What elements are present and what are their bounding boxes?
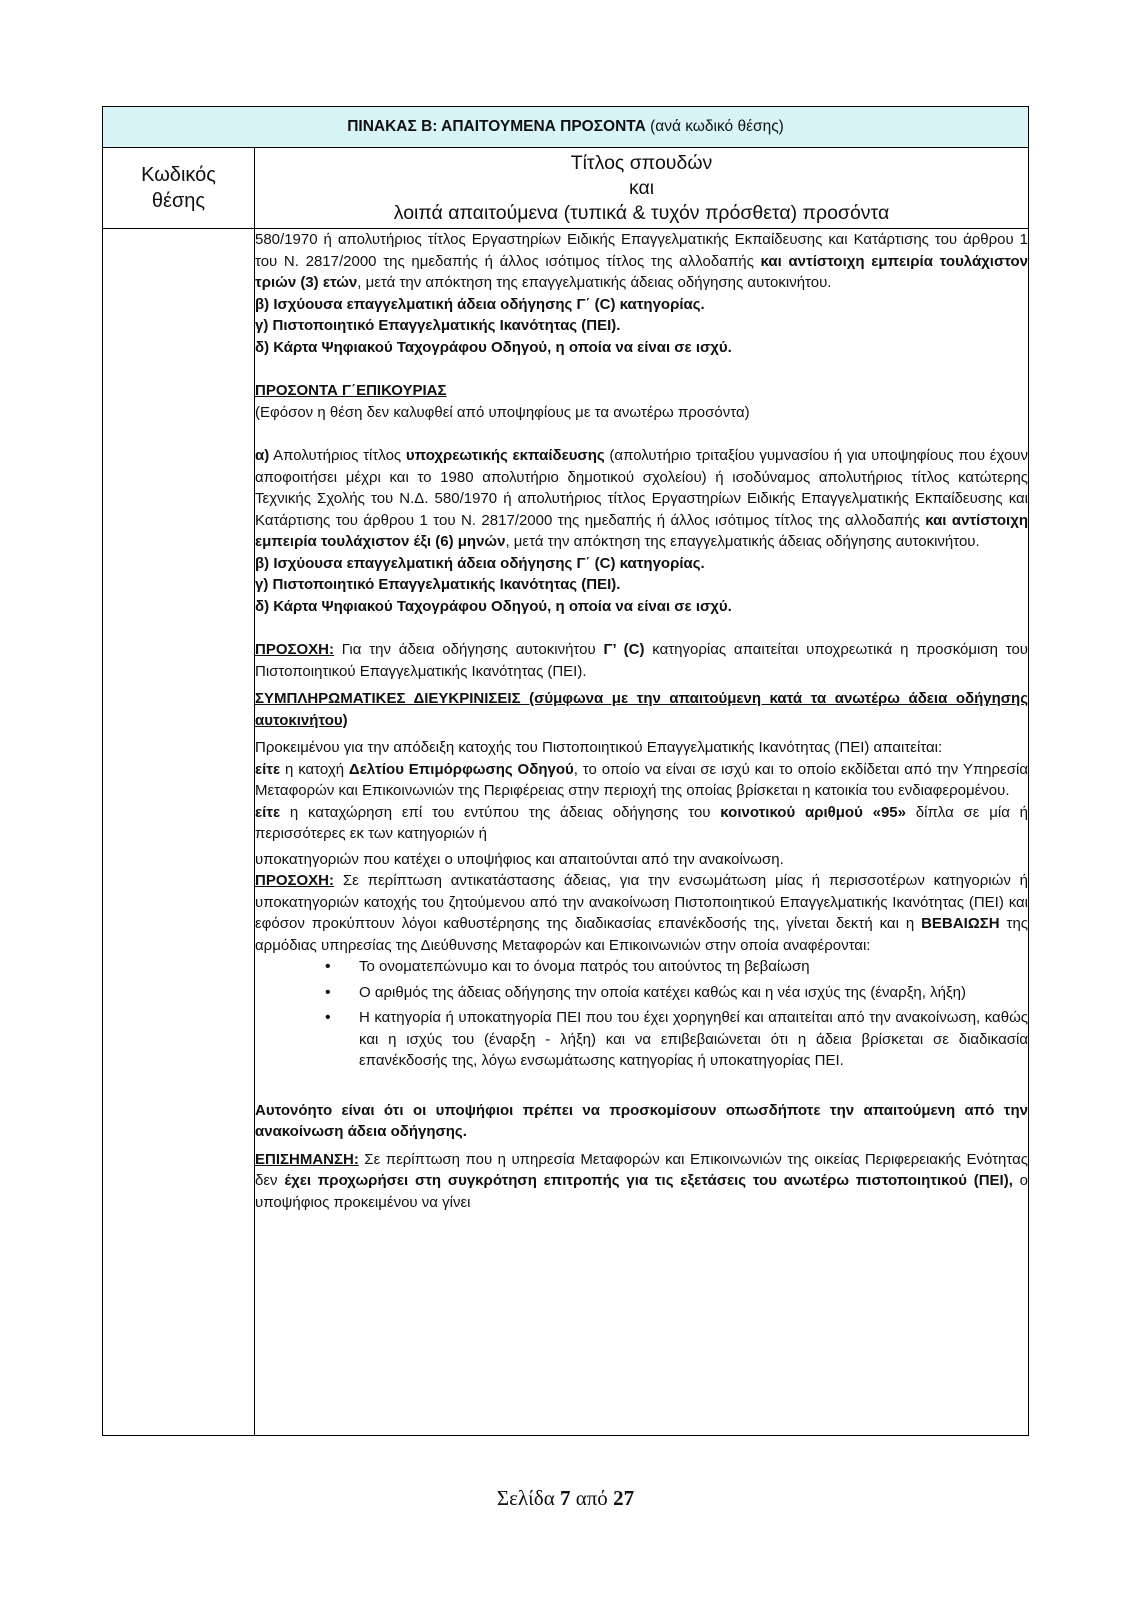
page-footer [0,1486,1131,1511]
item-g-1: γ) Πιστοποιητικό Επαγγελματικής Ικανότητας (ΠΕΙ). [255,317,621,334]
attention-paragraph-2: ΠΡΟΣΟΧΗ: Σε περίπτωση αντικατάστασης άδειας, για την ενσωμάτωση μίας ή περισσοτέρων κατηγοριών ή υποκατηγοριών κατοχής του ζητούμενου από την ανακοίνωση Πιστοποιητικού Επαγγελματικής Ικανότητας (ΠΕΙ) και εφόσον προκύπτουν λόγοι καθυστέρησης της διαδικασίας επανέκδοσής της, γίνεται δεκτή και η ΒΕΒΑΙΩΣΗ της αρμόδιας υπηρεσίας της Διεύθυνσης Μεταφορών και Επικοινωνιών στην οποία αναφέρονται: [255,872,1029,954]
certificate-details-list [255,956,1028,1072]
self-evident-note: Αυτονόητο είναι ότι οι υποψήφιοι πρέπει να προσκομίσουν οπωσδήποτε την απαιτούμενη από την ανακοίνωση άδεια οδήγησης. [255,1101,1029,1140]
pei-intro: Προκειμένου για την απόδειξη κατοχής του Πιστοποιητικού Επαγγελματικής Ικανότητας (ΠΕΙ) απαιτείται: [255,739,943,756]
auxiliary-item-a: α) Απολυτήριος τίτλος υποχρεωτικής εκπαίδευσης (απολυτήριο τριταξίου γυμνασίου ή για υποψηφίους που έχουν αποφοιτήσει μέχρι και το 1980 απολυτήριο δημοτικού σχολείου) ή ισοδύναμος απολυτήριος τίτλος κατώτερης Τεχνικής Σχολής του Ν.Δ. 580/1970 ή απολυτήριος τίτλος Εργαστηρίων Ειδικής Επαγγελματικής Εκπαίδευσης και Κατάρτισης του άρθρου 1 του Ν. 2817/2000 της ημεδαπής ή άλλος ισότιμος τίτλος της αλλοδαπής και αντίστοιχη εμπειρία τουλάχιστον έξι (6) μηνών, μετά την απόκτηση της επαγγελματικής άδειας οδήγησης αυτοκινήτου. [255,447,1029,550]
title-header-line-2: και [628,176,655,199]
table-body-row [103,229,1029,1436]
code-header-line-1: Κωδικός [141,164,216,186]
supplementary-heading: ΣΥΜΠΛΗΡΩΜΑΤΙΚΕΣ ΔΙΕΥΚΡΙΝΙΣΕΙΣ (σύμφωνα με την απαιτούμενη κατά τα ανωτέρω άδεια οδήγησης αυτοκινήτου) [255,690,1029,729]
title-header-line-1: Τίτλος σπουδών [570,151,713,174]
footer-page-number: 7 [559,1486,571,1510]
footer-total-pages: 27 [613,1486,635,1510]
table-title-row [103,107,1029,148]
table-header-row [103,148,1029,229]
remark-paragraph: ΕΠΙΣΗΜΑΝΣΗ: Σε περίπτωση που η υπηρεσία Μεταφορών και Επικοινωνιών της οικείας Περιφερειακής Ενότητας δεν έχει προχωρήσει στη συγκρότηση επιτροπής για τις εξετάσεις του ανωτέρω πιστοποιητικού (ΠΕΙ), ο υποψήφιος προκειμένου να γίνει [255,1150,1029,1211]
code-column-header [103,148,255,229]
either-option-1: είτε η κατοχή Δελτίου Επιμόρφωσης Οδηγού, το οποίο να είναι σε ισχύ και το οποίο εκδίδεται από την Υπηρεσία Μεταφορών και Επικοινωνιών της Περιφέρειας στην περιοχή της οποίας βρίσκεται η κατοικία του ενδιαφερομένου. [255,760,1029,799]
title-header-line-3: λοιπά απαιτούμενα (τυπικά & τυχόν πρόσθετα) προσόντα [393,201,890,224]
code-cell [103,229,255,1436]
attention-paragraph-1: ΠΡΟΣΟΧΗ: Για την άδεια οδήγησης αυτοκινήτου Γ’ (C) κατηγορίας απαιτείται υποχρεωτικά η προσκόμιση του Πιστοποιητικού Επαγγελματικής Ικανότητας (ΠΕΙ). [255,641,1029,680]
code-header-line-2: θέσης [151,190,206,212]
main-qualification-paragraph: 580/1970 ή απολυτήριος τίτλος Εργαστηρίων Ειδικής Επαγγελματικής Εκπαίδευσης και Κατάρτισης του άρθρου 1 του Ν. 2817/2000 της ημεδαπής ή άλλος ισότιμος τίτλος της αλλοδαπής και αντίστοιχη εμπειρία τουλάχιστον τριών (3) ετών, μετά την απόκτηση της επαγγελματικής άδειας οδήγησης αυτοκινήτου. [255,231,1029,291]
qualifications-column-header [255,148,1029,229]
table-title [103,107,1029,148]
list-item: • Το ονοματεπώνυμο και το όνομα πατρός του αιτούντος τη βεβαίωση [315,956,1028,978]
qualifications-cell [255,229,1029,1436]
list-item: • Η κατηγορία ή υποκατηγορία ΠΕΙ που του έχει χορηγηθεί και απαιτείται από την ανακοίνωση, καθώς και η ισχύς του (έναρξη - λήξη) και να επιβεβαιώνεται ότι η άδεια βρίσκεται σε διαδικασία επανέκδοσής της, λόγω ενσωμάτωσης κατηγορίας ή υποκατηγορίας ΠΕΙ. [315,1007,1028,1072]
either-option-2-continued: υποκατηγοριών που κατέχει ο υποψήφιος και απαιτούνται από την ανακοίνωση. [255,850,784,868]
item-b-1: β) Ισχύουσα επαγγελματική άδεια οδήγησης Γ΄ (C) κατηγορίας. [255,295,705,313]
footer-prefix: Σελίδα [496,1486,555,1510]
table-title-paren: (ανά κωδικό θέσης) [650,118,784,135]
footer-of: από [575,1486,608,1510]
item-b-2: β) Ισχύουσα επαγγελματική άδεια οδήγησης Γ΄ (C) κατηγορίας. [255,554,705,572]
item-d-1: δ) Κάρτα Ψηφιακού Ταχογράφου Οδηγού, η οποία να είναι σε ισχύ. [255,338,732,356]
item-d-2: δ) Κάρτα Ψηφιακού Ταχογράφου Οδηγού, η οποία να είναι σε ισχύ. [255,597,732,615]
list-item: • Ο αριθμός της άδειας οδήγησης την οποία κατέχει καθώς και η νέα ισχύς της (έναρξη, λήξη) [315,982,1028,1004]
auxiliary-note: (Εφόσον η θέση δεν καλυφθεί από υποψηφίους με τα ανωτέρω προσόντα) [255,403,750,421]
requirements-table [102,106,1029,1436]
auxiliary-heading: ΠΡΟΣΟΝΤΑ Γ΄ΕΠΙΚΟΥΡΙΑΣ [255,382,447,399]
table-title-text: ΠΙΝΑΚΑΣ Β: ΑΠΑΙΤΟΥΜΕΝΑ ΠΡΟΣΟΝΤΑ [347,118,646,135]
item-g-2: γ) Πιστοποιητικό Επαγγελματικής Ικανότητας (ΠΕΙ). [255,576,621,593]
either-option-2: είτε η καταχώρηση επί του εντύπου της άδειας οδήγησης του κοινοτικού αριθμού «95» δίπλα σε μία ή περισσότερες εκ των κατηγοριών ή [255,803,1029,842]
